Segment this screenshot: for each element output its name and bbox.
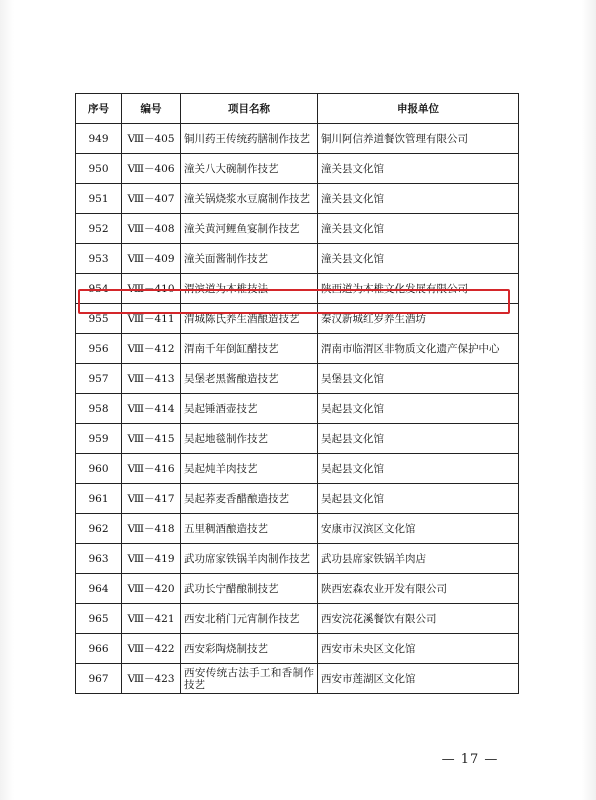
table-row xyxy=(76,574,519,604)
row-seq: 962 xyxy=(76,514,122,544)
row-project-name: 吴起炖羊肉技艺 xyxy=(181,454,318,484)
row-applicant-unit: 吴起县文化馆 xyxy=(318,394,519,424)
row-applicant-unit: 潼关县文化馆 xyxy=(318,184,519,214)
row-applicant-unit: 吴起县文化馆 xyxy=(318,454,519,484)
table-row xyxy=(76,334,519,364)
row-applicant-unit: 吴起县文化馆 xyxy=(318,424,519,454)
row-seq: 963 xyxy=(76,544,122,574)
row-code: Ⅷ－417 xyxy=(122,484,181,514)
row-seq: 966 xyxy=(76,634,122,664)
table-row xyxy=(76,514,519,544)
row-code: Ⅷ－405 xyxy=(122,124,181,154)
row-code: Ⅷ－419 xyxy=(122,544,181,574)
row-code: Ⅷ－423 xyxy=(122,664,181,694)
row-seq: 951 xyxy=(76,184,122,214)
row-applicant-unit: 秦汉新城红岁养生酒坊 xyxy=(318,304,519,334)
row-seq: 957 xyxy=(76,364,122,394)
row-code: Ⅷ－409 xyxy=(122,244,181,274)
row-applicant-unit: 西安市莲湖区文化馆 xyxy=(318,664,519,694)
row-seq: 955 xyxy=(76,304,122,334)
row-applicant-unit: 渭南市临渭区非物质文化遗产保护中心 xyxy=(318,334,519,364)
table-row xyxy=(76,364,519,394)
row-project-name: 武功长宁醋酿制技艺 xyxy=(181,574,318,604)
row-seq: 949 xyxy=(76,124,122,154)
row-project-name: 潼关黄河鲤鱼宴制作技艺 xyxy=(181,214,318,244)
table-row xyxy=(76,304,519,334)
row-code: Ⅷ－418 xyxy=(122,514,181,544)
row-seq: 952 xyxy=(76,214,122,244)
row-project-name: 渭滨道为木椎技法 xyxy=(181,274,318,304)
row-code: Ⅷ－411 xyxy=(122,304,181,334)
row-seq: 961 xyxy=(76,484,122,514)
row-seq: 956 xyxy=(76,334,122,364)
page-number: — 17 — xyxy=(441,752,499,767)
table-row xyxy=(76,634,519,664)
row-seq: 964 xyxy=(76,574,122,604)
row-code: Ⅷ－407 xyxy=(122,184,181,214)
table-row xyxy=(76,484,519,514)
row-applicant-unit: 西安浣花溪餐饮有限公司 xyxy=(318,604,519,634)
row-seq: 960 xyxy=(76,454,122,484)
row-code: Ⅷ－416 xyxy=(122,454,181,484)
row-code: Ⅷ－422 xyxy=(122,634,181,664)
row-project-name: 西安彩陶烧制技艺 xyxy=(181,634,318,664)
row-applicant-unit: 陕西宏森农业开发有限公司 xyxy=(318,574,519,604)
row-code: Ⅷ－414 xyxy=(122,394,181,424)
row-project-name: 渭南千年倒缸醋技艺 xyxy=(181,334,318,364)
row-seq: 950 xyxy=(76,154,122,184)
header-unit: 申报单位 xyxy=(318,94,519,124)
row-project-name: 吴起地毯制作技艺 xyxy=(181,424,318,454)
header-name: 项目名称 xyxy=(181,94,318,124)
row-project-name: 吴堡老黑酱酿造技艺 xyxy=(181,364,318,394)
row-seq: 958 xyxy=(76,394,122,424)
row-project-name: 西安北稍门元宵制作技艺 xyxy=(181,604,318,634)
table-row xyxy=(76,394,519,424)
header-seq: 序号 xyxy=(76,94,122,124)
row-code: Ⅷ－415 xyxy=(122,424,181,454)
row-project-name: 吴起锤酒壶技艺 xyxy=(181,394,318,424)
row-project-name: 潼关面酱制作技艺 xyxy=(181,244,318,274)
row-code: Ⅷ－412 xyxy=(122,334,181,364)
heritage-project-table xyxy=(75,93,519,694)
row-applicant-unit: 西安市未央区文化馆 xyxy=(318,634,519,664)
table-row xyxy=(76,664,519,694)
table-row xyxy=(76,424,519,454)
row-code: Ⅷ－421 xyxy=(122,604,181,634)
row-seq: 959 xyxy=(76,424,122,454)
table-row xyxy=(76,544,519,574)
table-header-row xyxy=(76,94,519,124)
table-row xyxy=(76,214,519,244)
table-row xyxy=(76,274,519,304)
row-seq: 965 xyxy=(76,604,122,634)
row-code: Ⅷ－406 xyxy=(122,154,181,184)
row-applicant-unit: 铜川阿信养道餐饮管理有限公司 xyxy=(318,124,519,154)
header-code: 编号 xyxy=(122,94,181,124)
row-seq: 967 xyxy=(76,664,122,694)
table-row xyxy=(76,454,519,484)
row-code: Ⅷ－410 xyxy=(122,274,181,304)
row-project-name: 吴起荞麦香醋酿造技艺 xyxy=(181,484,318,514)
row-applicant-unit: 吴堡县文化馆 xyxy=(318,364,519,394)
table-row xyxy=(76,604,519,634)
table-row xyxy=(76,244,519,274)
row-seq: 953 xyxy=(76,244,122,274)
table-row xyxy=(76,124,519,154)
row-project-name: 潼关八大碗制作技艺 xyxy=(181,154,318,184)
row-applicant-unit: 潼关县文化馆 xyxy=(318,244,519,274)
table-row xyxy=(76,154,519,184)
row-project-name: 渭城陈氏养生酒酿造技艺 xyxy=(181,304,318,334)
row-code: Ⅷ－413 xyxy=(122,364,181,394)
row-applicant-unit: 安康市汉滨区文化馆 xyxy=(318,514,519,544)
row-applicant-unit: 潼关县文化馆 xyxy=(318,214,519,244)
row-project-name: 铜川药王传统药膳制作技艺 xyxy=(181,124,318,154)
row-project-name: 西安传统古法手工和香制作技艺 xyxy=(181,664,318,694)
row-code: Ⅷ－420 xyxy=(122,574,181,604)
row-code: Ⅷ－408 xyxy=(122,214,181,244)
row-project-name: 潼关锅烧浆水豆腐制作技艺 xyxy=(181,184,318,214)
row-applicant-unit: 潼关县文化馆 xyxy=(318,154,519,184)
row-applicant-unit: 吴起县文化馆 xyxy=(318,484,519,514)
row-applicant-unit: 武功县席家铁锅羊肉店 xyxy=(318,544,519,574)
row-project-name: 五里稠酒酿造技艺 xyxy=(181,514,318,544)
row-seq: 954 xyxy=(76,274,122,304)
row-project-name: 武功席家铁锅羊肉制作技艺 xyxy=(181,544,318,574)
row-applicant-unit: 陕西道为木椎文化发展有限公司 xyxy=(318,274,519,304)
table-row xyxy=(76,184,519,214)
